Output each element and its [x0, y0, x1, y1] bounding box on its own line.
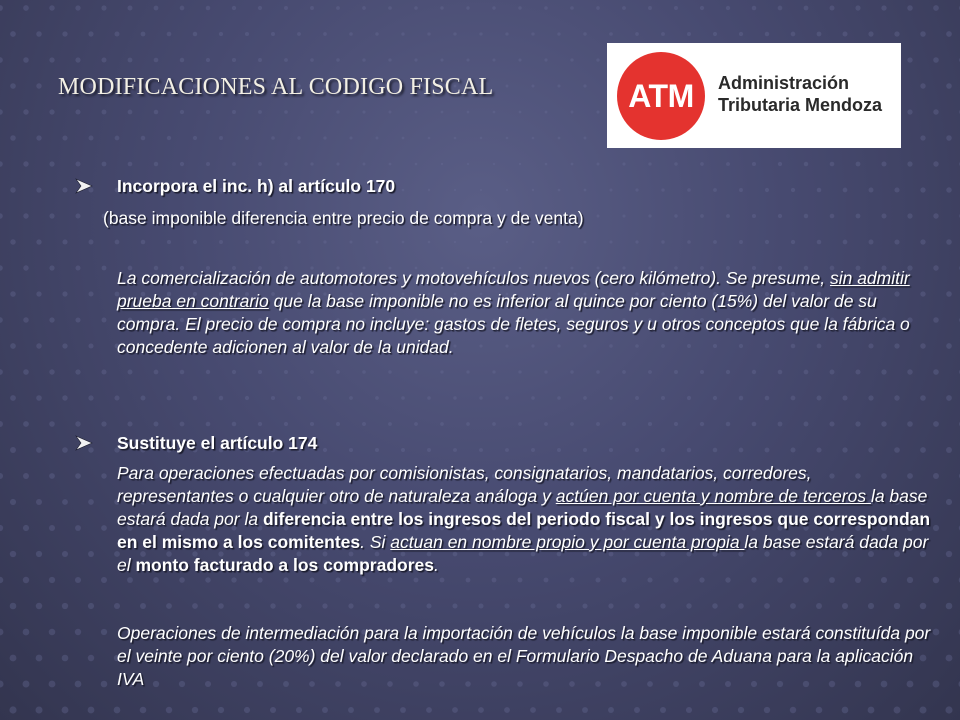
arrow-bullet-icon — [74, 176, 94, 196]
section2-paragraph1: Para operaciones efectuadas por comisionistas, consignatarios, mandatarios, corredores, representantes o cualquier otro de naturaleza análoga y actúen por cuenta y nombre de terceros la base estará dada por la diferencia entre los ingresos del periodo fiscal y los ingresos que correspondan en el mismo a los comitentes. Si actuan en nombre propio y por cuenta propia la base estará dada por el monto facturado a los compradores. — [117, 463, 931, 575]
section1-subheading: (base imponible diferencia entre precio de compra y de venta) — [103, 208, 584, 228]
logo-name — [718, 72, 882, 116]
slide-title: MODIFICACIONES AL CODIGO FISCAL — [58, 74, 494, 100]
arrow-bullet-icon — [74, 433, 94, 453]
logo-name-line2: Tributaria Mendoza — [718, 95, 883, 115]
section2-heading: Sustituye el artículo 174 — [117, 433, 318, 453]
atm-logo — [607, 43, 901, 148]
section1-paragraph: La comercialización de automotores y motovehículos nuevos (cero kilómetro). Se presume, sin admitir prueba en contrario que la base imponible no es inferior al quince por ciento (15%) del valor de su compra. El precio de compra no incluye: gastos de fletes, seguros y u otros conceptos que la fábrica o concedente adicionen al valor de la unidad. — [117, 268, 910, 357]
logo-abbr: ATM — [628, 77, 694, 114]
logo-name-line1: Administración — [718, 73, 850, 93]
section2-paragraph2: Operaciones de intermediación para la importación de vehículos la base imponible estará constituída por el veinte por ciento (20%) del valor declarado en el Formulario Despacho de Aduana para la aplicación IVA — [117, 623, 931, 689]
logo-circle — [617, 52, 705, 140]
section1-heading: Incorpora el inc. h) al artículo 170 — [117, 176, 396, 196]
